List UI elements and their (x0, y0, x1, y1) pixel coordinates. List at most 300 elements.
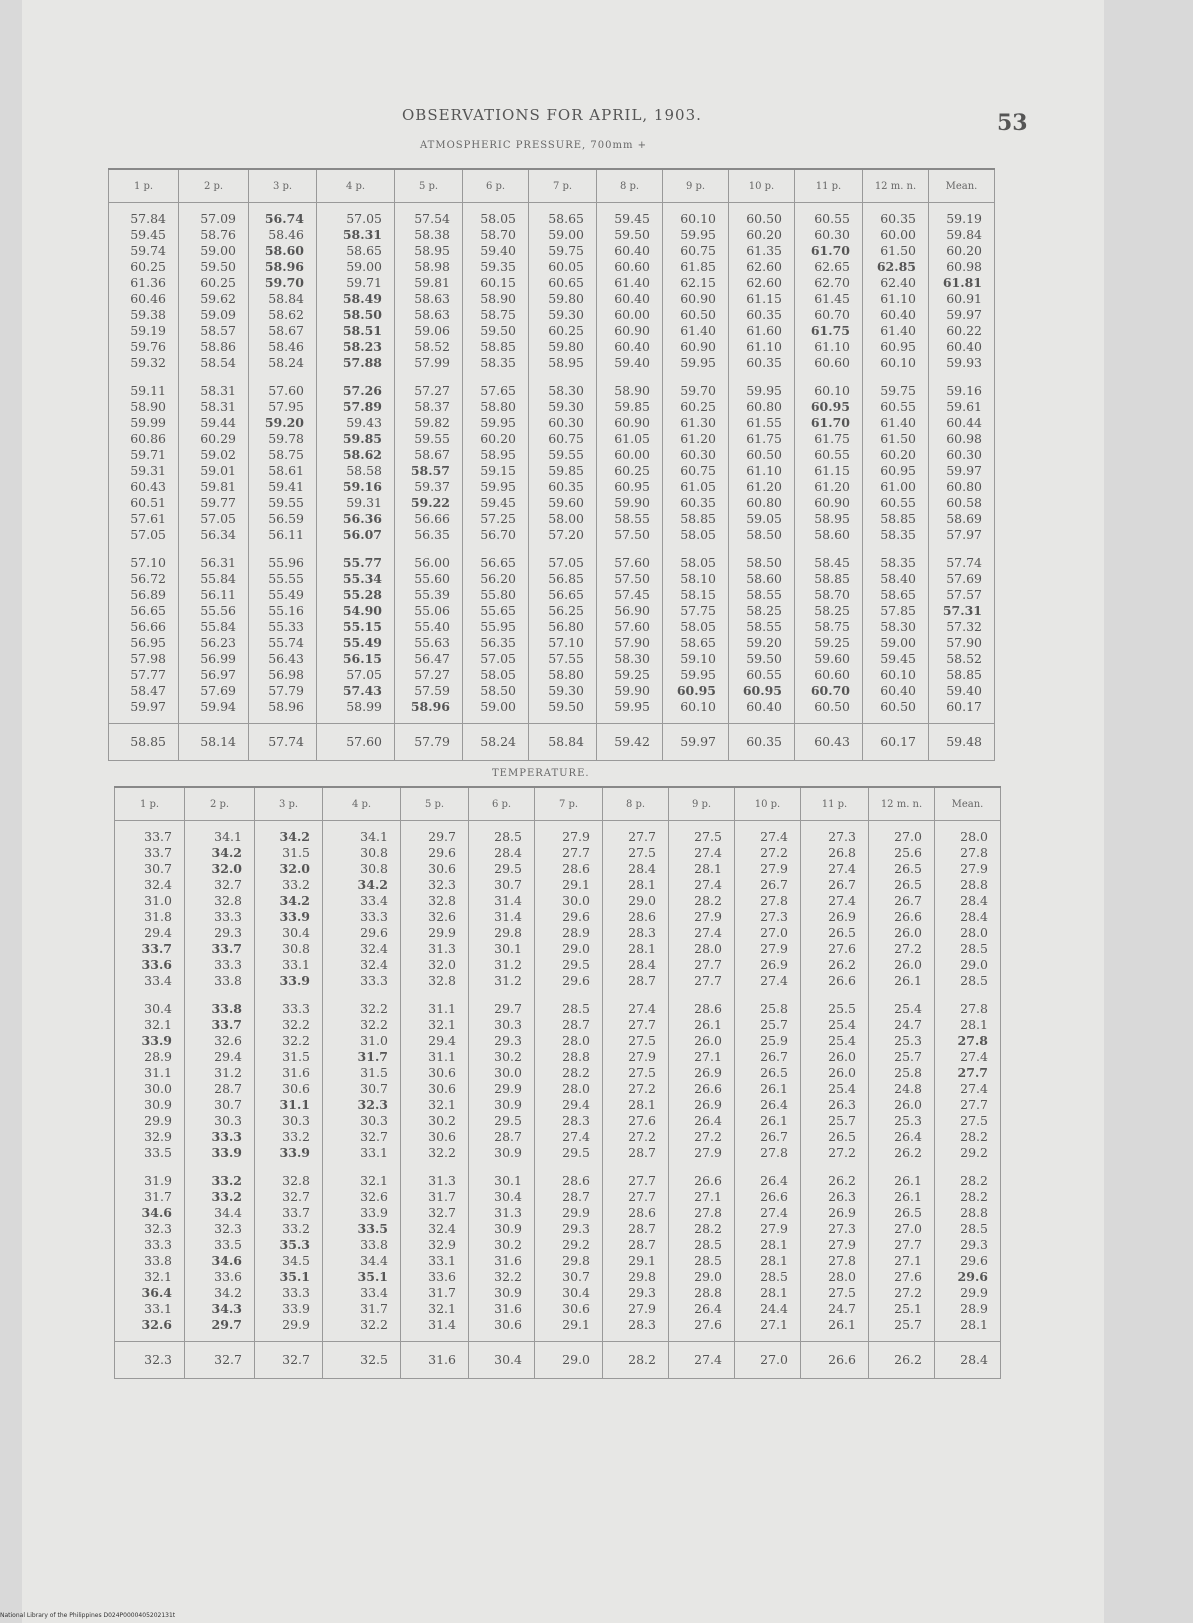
temperature-value: 32.4 (428, 1221, 456, 1236)
temperature-value: 33.4 (360, 1285, 388, 1300)
temperature-header-cell: 4 p. (323, 787, 401, 821)
pressure-value: 57.90 (614, 635, 650, 650)
temperature-table (114, 786, 1001, 1379)
pressure-value: 55.77 (342, 555, 382, 570)
temperature-value: 33.3 (360, 973, 388, 988)
temperature-column (935, 821, 1001, 1342)
temperature-value: 34.5 (282, 1253, 310, 1268)
temperature-value: 30.3 (360, 1113, 388, 1128)
library-credit: National Library of the Philippines D024P0000405202131t (0, 1612, 176, 1619)
temperature-value: 34.2 (357, 877, 388, 892)
pressure-value: 60.30 (814, 227, 850, 242)
temperature-value: 26.0 (828, 1065, 856, 1080)
temperature-value: 26.7 (760, 877, 788, 892)
temperature-value: 27.4 (628, 1001, 656, 1016)
temperature-value: 31.3 (494, 1205, 522, 1220)
temperature-value: 33.5 (144, 1145, 172, 1160)
temperature-value: 28.1 (960, 1317, 988, 1332)
pressure-value: 60.00 (614, 307, 650, 322)
temperature-value: 34.3 (211, 1301, 242, 1316)
pressure-value: 60.95 (676, 683, 716, 698)
pressure-value: 56.00 (414, 555, 450, 570)
temperature-value: 28.5 (760, 1269, 788, 1284)
temperature-value: 28.7 (628, 1221, 656, 1236)
pressure-value: 57.50 (614, 527, 650, 542)
pressure-value: 60.30 (946, 447, 982, 462)
pressure-value: 60.90 (814, 495, 850, 510)
pressure-value: 57.60 (268, 383, 304, 398)
pressure-value: 58.86 (200, 339, 236, 354)
pressure-value: 59.71 (130, 447, 166, 462)
pressure-value: 56.66 (130, 619, 166, 634)
pressure-value: 60.20 (746, 227, 782, 242)
pressure-value: 57.10 (548, 635, 584, 650)
pressure-value: 58.46 (268, 227, 304, 242)
pressure-value: 59.11 (130, 383, 166, 398)
pressure-value: 59.55 (268, 495, 304, 510)
temperature-value: 33.6 (214, 1269, 242, 1284)
pressure-value: 58.99 (346, 699, 382, 714)
pressure-value: 55.95 (480, 619, 516, 634)
pressure-value: 56.66 (414, 511, 450, 526)
pressure-value: 59.70 (264, 275, 304, 290)
pressure-value: 58.76 (200, 227, 236, 242)
pressure-value: 57.69 (200, 683, 236, 698)
temperature-value: 27.5 (628, 845, 656, 860)
pressure-value: 57.89 (342, 399, 382, 414)
pressure-value: 58.85 (946, 667, 982, 682)
pressure-value: 60.80 (746, 495, 782, 510)
temperature-value: 33.9 (282, 1301, 310, 1316)
temperature-value: 31.2 (494, 957, 522, 972)
pressure-value: 59.15 (480, 463, 516, 478)
temperature-header-cell: 11 p. (801, 787, 869, 821)
temperature-mean-cell: 32.3 (115, 1342, 185, 1379)
temperature-value: 29.6 (562, 973, 590, 988)
pressure-value: 57.60 (614, 555, 650, 570)
temperature-value: 26.0 (694, 1033, 722, 1048)
temperature-value: 33.9 (360, 1205, 388, 1220)
temperature-value: 28.1 (694, 861, 722, 876)
pressure-value: 56.34 (200, 527, 236, 542)
temperature-value: 32.3 (428, 877, 456, 892)
pressure-value: 59.97 (946, 463, 982, 478)
temperature-value: 33.7 (144, 829, 172, 844)
pressure-value: 61.40 (614, 275, 650, 290)
pressure-value: 58.10 (680, 571, 716, 586)
temperature-value: 32.2 (494, 1269, 522, 1284)
pressure-value: 58.05 (480, 667, 516, 682)
pressure-value: 55.55 (268, 571, 304, 586)
temperature-value: 26.5 (894, 877, 922, 892)
pressure-value: 58.65 (548, 211, 584, 226)
temperature-value: 27.9 (628, 1049, 656, 1064)
temperature-value: 27.7 (960, 1097, 988, 1112)
temperature-value: 33.2 (282, 1129, 310, 1144)
temperature-header-cell: 9 p. (669, 787, 735, 821)
pressure-value: 61.10 (880, 291, 916, 306)
temperature-value: 29.9 (494, 1081, 522, 1096)
temperature-value: 26.6 (760, 1189, 788, 1204)
temperature-value: 32.8 (214, 893, 242, 908)
temperature-value: 29.7 (494, 1001, 522, 1016)
pressure-value: 56.23 (200, 635, 236, 650)
temperature-value: 27.8 (694, 1205, 722, 1220)
temperature-value: 26.4 (694, 1301, 722, 1316)
pressure-value: 59.44 (200, 415, 236, 430)
pressure-value: 59.95 (746, 383, 782, 398)
pressure-value: 59.50 (614, 227, 650, 242)
pressure-value: 59.55 (414, 431, 450, 446)
temperature-value: 32.2 (360, 1317, 388, 1332)
pressure-value: 59.05 (746, 511, 782, 526)
temperature-value: 26.7 (760, 1129, 788, 1144)
temperature-value: 26.9 (694, 1097, 722, 1112)
temperature-value: 29.0 (628, 893, 656, 908)
temperature-value: 30.3 (282, 1113, 310, 1128)
pressure-value: 59.37 (414, 479, 450, 494)
temperature-value: 28.0 (960, 925, 988, 940)
temperature-value: 32.4 (360, 941, 388, 956)
pressure-value: 61.60 (746, 323, 782, 338)
temperature-value: 30.6 (562, 1301, 590, 1316)
temperature-value: 34.6 (141, 1205, 172, 1220)
pressure-value: 60.80 (746, 399, 782, 414)
pressure-value: 58.65 (880, 587, 916, 602)
temperature-value: 26.5 (894, 1205, 922, 1220)
pressure-value: 60.50 (680, 307, 716, 322)
pressure-value: 58.05 (480, 211, 516, 226)
temperature-value: 31.1 (428, 1001, 456, 1016)
temperature-value: 31.3 (428, 941, 456, 956)
temperature-value: 32.6 (360, 1189, 388, 1204)
pressure-value: 60.10 (680, 699, 716, 714)
pressure-value: 58.25 (814, 603, 850, 618)
pressure-value: 59.75 (548, 243, 584, 258)
pressure-value: 58.95 (414, 243, 450, 258)
temperature-column (535, 821, 603, 1342)
temperature-value: 26.0 (828, 1049, 856, 1064)
temperature-value: 27.4 (760, 829, 788, 844)
pressure-value: 55.96 (268, 555, 304, 570)
pressure-value: 58.05 (680, 619, 716, 634)
pressure-value: 60.50 (814, 699, 850, 714)
temperature-value: 26.6 (694, 1081, 722, 1096)
temperature-value: 27.2 (694, 1129, 722, 1144)
pressure-value: 61.20 (680, 431, 716, 446)
pressure-value: 59.97 (130, 699, 166, 714)
pressure-column (663, 203, 729, 724)
pressure-value: 58.50 (746, 527, 782, 542)
pressure-value: 56.80 (548, 619, 584, 634)
temperature-value: 30.4 (562, 1285, 590, 1300)
pressure-value: 60.25 (614, 463, 650, 478)
temperature-value: 29.3 (494, 1033, 522, 1048)
temperature-value: 33.2 (282, 1221, 310, 1236)
temperature-value: 33.3 (144, 1237, 172, 1252)
temperature-value: 31.4 (494, 909, 522, 924)
temperature-value: 24.7 (894, 1017, 922, 1032)
temperature-value: 30.6 (494, 1317, 522, 1332)
temperature-header-cell: 12 m. n. (869, 787, 935, 821)
pressure-value: 62.15 (680, 275, 716, 290)
temperature-value: 25.4 (828, 1033, 856, 1048)
temperature-value: 30.7 (360, 1081, 388, 1096)
pressure-value: 59.06 (414, 323, 450, 338)
temperature-value: 30.7 (494, 877, 522, 892)
temperature-value: 33.9 (279, 1145, 310, 1160)
pressure-value: 57.27 (414, 383, 450, 398)
pressure-value: 61.10 (746, 339, 782, 354)
temperature-value: 32.4 (144, 877, 172, 892)
temperature-value: 33.3 (282, 1285, 310, 1300)
temperature-value: 30.9 (144, 1097, 172, 1112)
temperature-value: 33.7 (282, 1205, 310, 1220)
temperature-value: 30.2 (428, 1113, 456, 1128)
temperature-value: 33.3 (214, 957, 242, 972)
pressure-value: 58.15 (680, 587, 716, 602)
temperature-value: 32.1 (144, 1017, 172, 1032)
pressure-value: 60.55 (880, 495, 916, 510)
temperature-mean-cell: 28.2 (603, 1342, 669, 1379)
temperature-value: 27.2 (894, 1285, 922, 1300)
pressure-value: 59.95 (480, 415, 516, 430)
pressure-mean-cell: 60.17 (863, 724, 929, 761)
pressure-mean-cell: 58.24 (463, 724, 529, 761)
temperature-value: 27.3 (828, 829, 856, 844)
pressure-value: 59.90 (614, 683, 650, 698)
temperature-value: 31.5 (282, 845, 310, 860)
temperature-value: 29.2 (562, 1237, 590, 1252)
temperature-value: 33.3 (360, 909, 388, 924)
temperature-value: 27.4 (694, 845, 722, 860)
pressure-value: 59.85 (342, 431, 382, 446)
temperature-value: 30.6 (282, 1081, 310, 1096)
pressure-value: 58.31 (200, 399, 236, 414)
pressure-value: 56.98 (268, 667, 304, 682)
temperature-column (255, 821, 323, 1342)
temperature-value: 27.4 (694, 877, 722, 892)
temperature-value: 28.1 (628, 877, 656, 892)
temperature-value: 26.5 (828, 925, 856, 940)
temperature-mean-cell: 27.0 (735, 1342, 801, 1379)
temperature-value: 30.9 (494, 1097, 522, 1112)
pressure-value: 59.40 (480, 243, 516, 258)
temperature-value: 28.3 (628, 1317, 656, 1332)
pressure-value: 61.15 (746, 291, 782, 306)
pressure-value: 59.74 (130, 243, 166, 258)
temperature-mean-cell: 32.7 (255, 1342, 323, 1379)
temperature-value: 29.9 (428, 925, 456, 940)
pressure-value: 58.05 (680, 555, 716, 570)
pressure-value: 60.25 (130, 259, 166, 274)
pressure-value: 60.20 (946, 243, 982, 258)
pressure-value: 57.26 (342, 383, 382, 398)
pressure-value: 58.25 (746, 603, 782, 618)
pressure-value: 55.16 (268, 603, 304, 618)
temperature-value: 33.9 (279, 909, 310, 924)
temperature-value: 31.6 (282, 1065, 310, 1080)
temperature-value: 33.2 (211, 1189, 242, 1204)
temperature-value: 27.9 (694, 909, 722, 924)
temperature-value: 28.5 (960, 973, 988, 988)
temperature-value: 27.4 (760, 1205, 788, 1220)
pressure-value: 58.90 (480, 291, 516, 306)
pressure-value: 56.36 (342, 511, 382, 526)
pressure-mean-cell: 59.48 (929, 724, 995, 761)
pressure-value: 58.98 (414, 259, 450, 274)
temperature-column (801, 821, 869, 1342)
temperature-value: 31.4 (428, 1317, 456, 1332)
temperature-value: 28.6 (562, 1173, 590, 1188)
temperature-value: 26.4 (760, 1173, 788, 1188)
pressure-value: 61.70 (810, 243, 850, 258)
pressure-value: 59.80 (548, 291, 584, 306)
temperature-header-cell: 3 p. (255, 787, 323, 821)
temperature-header-cell: Mean. (935, 787, 1001, 821)
temperature-value: 27.8 (828, 1253, 856, 1268)
pressure-value: 61.05 (680, 479, 716, 494)
temperature-value: 31.2 (214, 1065, 242, 1080)
pressure-value: 58.75 (268, 447, 304, 462)
pressure-value: 56.35 (414, 527, 450, 542)
pressure-value: 58.49 (342, 291, 382, 306)
temperature-value: 27.9 (694, 1145, 722, 1160)
temperature-value: 33.1 (360, 1145, 388, 1160)
pressure-header-cell: 1 p. (109, 169, 179, 203)
pressure-value: 60.05 (548, 259, 584, 274)
temperature-header-cell: 5 p. (401, 787, 469, 821)
temperature-value: 33.1 (282, 957, 310, 972)
pressure-value: 61.40 (880, 323, 916, 338)
pressure-value: 60.60 (814, 667, 850, 682)
temperature-value: 27.9 (760, 1221, 788, 1236)
temperature-value: 26.1 (760, 1081, 788, 1096)
pressure-value: 60.10 (880, 355, 916, 370)
pressure-value: 57.57 (946, 587, 982, 602)
pressure-value: 60.55 (814, 211, 850, 226)
temperature-value: 29.0 (960, 957, 988, 972)
pressure-column (109, 203, 179, 724)
pressure-value: 59.50 (480, 323, 516, 338)
pressure-value: 60.40 (614, 243, 650, 258)
temperature-value: 28.1 (628, 1097, 656, 1112)
pressure-value: 55.56 (200, 603, 236, 618)
temperature-value: 35.3 (279, 1237, 310, 1252)
pressure-value: 60.95 (742, 683, 782, 698)
temperature-value: 26.4 (694, 1113, 722, 1128)
temperature-value: 30.7 (214, 1097, 242, 1112)
pressure-value: 60.55 (880, 399, 916, 414)
pressure-value: 59.00 (200, 243, 236, 258)
pressure-value: 60.10 (880, 667, 916, 682)
temperature-value: 27.0 (894, 1221, 922, 1236)
pressure-value: 59.60 (814, 651, 850, 666)
pressure-header-cell: 2 p. (179, 169, 249, 203)
temperature-value: 34.6 (211, 1253, 242, 1268)
pressure-value: 60.40 (880, 683, 916, 698)
pressure-value: 57.32 (946, 619, 982, 634)
pressure-value: 57.05 (346, 667, 382, 682)
temperature-value: 28.8 (562, 1049, 590, 1064)
temperature-value: 28.2 (960, 1189, 988, 1204)
temperature-value: 30.0 (144, 1081, 172, 1096)
temperature-value: 32.1 (428, 1097, 456, 1112)
pressure-value: 55.28 (342, 587, 382, 602)
pressure-value: 59.10 (680, 651, 716, 666)
pressure-value: 58.30 (880, 619, 916, 634)
pressure-value: 57.69 (946, 571, 982, 586)
pressure-value: 55.60 (414, 571, 450, 586)
temperature-value: 28.0 (562, 1081, 590, 1096)
pressure-value: 62.60 (746, 259, 782, 274)
temperature-column (323, 821, 401, 1342)
temperature-mean-cell: 26.6 (801, 1342, 869, 1379)
temperature-value: 33.3 (214, 909, 242, 924)
pressure-value: 60.91 (946, 291, 982, 306)
pressure-value: 60.50 (746, 447, 782, 462)
temperature-value: 27.4 (694, 925, 722, 940)
temperature-value: 31.6 (494, 1301, 522, 1316)
temperature-value: 31.1 (428, 1049, 456, 1064)
temperature-value: 33.9 (279, 973, 310, 988)
pressure-value: 61.30 (680, 415, 716, 430)
pressure-value: 59.55 (548, 447, 584, 462)
temperature-value: 28.4 (628, 957, 656, 972)
temperature-value: 32.0 (211, 861, 242, 876)
temperature-value: 32.2 (282, 1033, 310, 1048)
temperature-value: 25.3 (894, 1113, 922, 1128)
temperature-value: 31.0 (144, 893, 172, 908)
pressure-value: 58.46 (268, 339, 304, 354)
temperature-value: 33.1 (144, 1301, 172, 1316)
pressure-value: 59.41 (268, 479, 304, 494)
pressure-value: 57.79 (268, 683, 304, 698)
pressure-value: 59.25 (814, 635, 850, 650)
pressure-header-cell: 10 p. (729, 169, 795, 203)
temperature-value: 26.6 (894, 909, 922, 924)
temperature-value: 31.9 (144, 1173, 172, 1188)
temperature-value: 29.4 (214, 1049, 242, 1064)
pressure-mean-cell: 58.14 (179, 724, 249, 761)
temperature-header-cell: 7 p. (535, 787, 603, 821)
temperature-value: 26.1 (828, 1317, 856, 1332)
pressure-value: 59.16 (946, 383, 982, 398)
temperature-value: 28.5 (562, 1001, 590, 1016)
pressure-header-cell: 5 p. (395, 169, 463, 203)
pressure-column (249, 203, 317, 724)
pressure-value: 57.65 (480, 383, 516, 398)
pressure-value: 59.38 (130, 307, 166, 322)
temperature-value: 33.7 (211, 1017, 242, 1032)
temperature-value: 28.1 (960, 1017, 988, 1032)
pressure-value: 57.10 (130, 555, 166, 570)
pressure-header-cell: 6 p. (463, 169, 529, 203)
pressure-value: 59.93 (946, 355, 982, 370)
temperature-column (115, 821, 185, 1342)
temperature-value: 30.4 (282, 925, 310, 940)
pressure-value: 60.50 (746, 211, 782, 226)
pressure-value: 58.90 (130, 399, 166, 414)
temperature-section-title: TEMPERATURE. (492, 768, 590, 779)
temperature-value: 26.8 (828, 845, 856, 860)
temperature-value: 32.3 (357, 1097, 388, 1112)
temperature-value: 27.9 (760, 941, 788, 956)
temperature-value: 25.5 (828, 1001, 856, 1016)
pressure-value: 59.50 (200, 259, 236, 274)
pressure-value: 58.35 (880, 527, 916, 542)
temperature-value: 27.5 (694, 829, 722, 844)
